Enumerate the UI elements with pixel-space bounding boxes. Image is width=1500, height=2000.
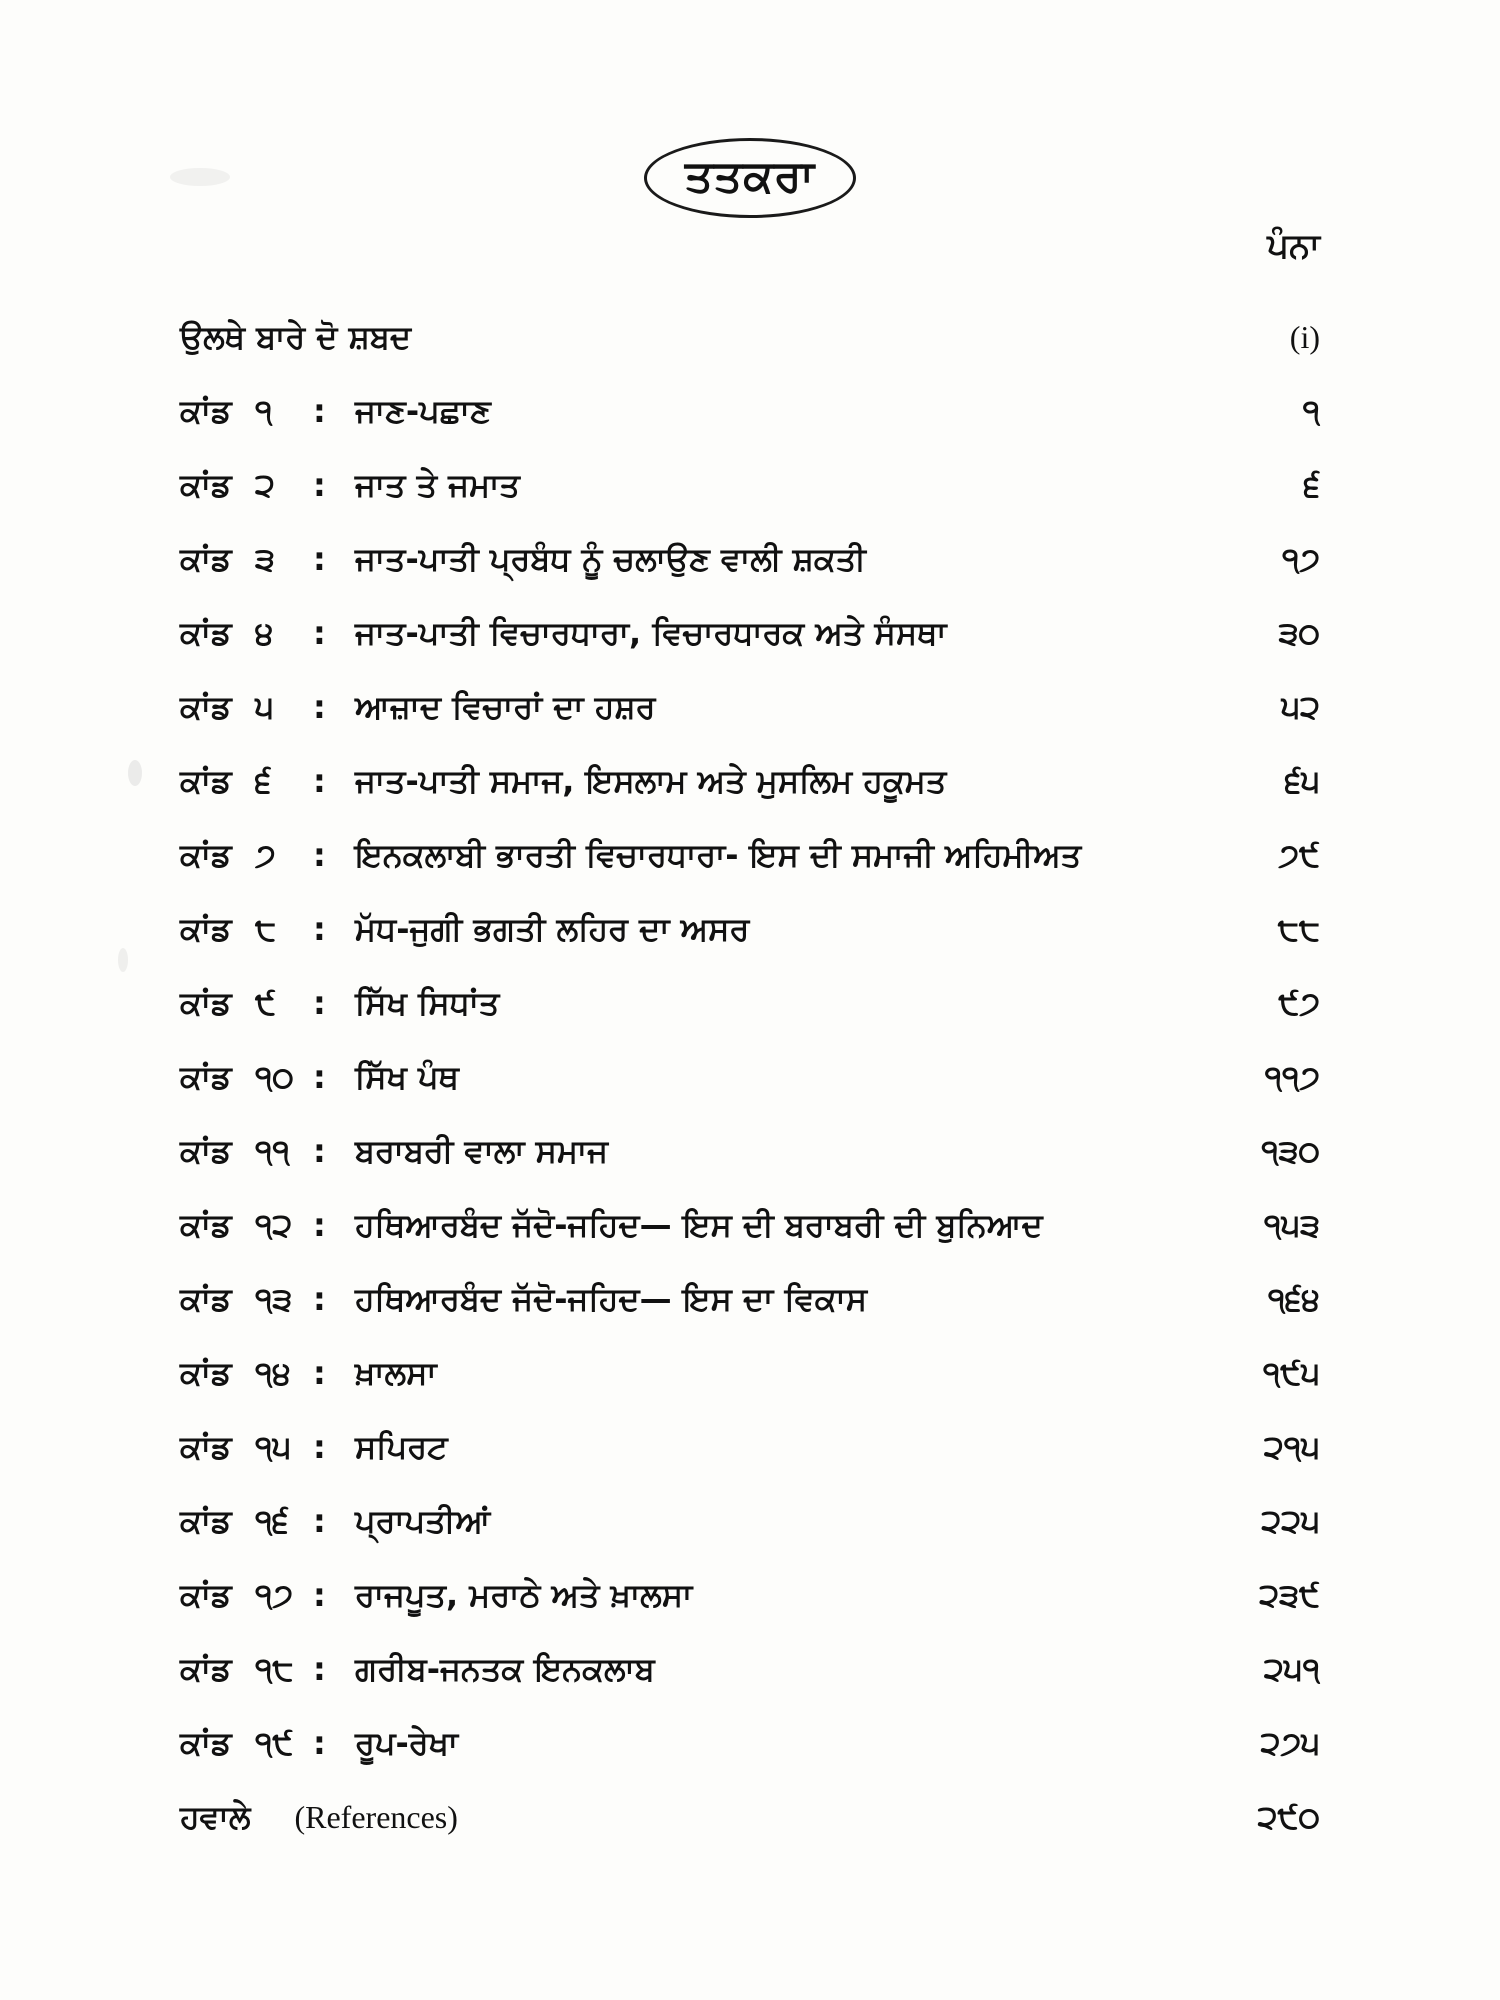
chapter-word: ਕਾਂਡ	[180, 909, 232, 948]
toc-row-chapter	[180, 1410, 1320, 1484]
chapter-page: ੩੦	[1278, 613, 1320, 652]
chapter-number: ੯	[255, 983, 276, 1022]
chapter-word: ਕਾਂਡ	[180, 1649, 232, 1688]
chapter-separator: :	[313, 1502, 326, 1540]
chapter-page: ੧੯੫	[1262, 1353, 1320, 1392]
toc-row-chapter	[180, 670, 1320, 744]
table-of-contents	[180, 300, 1320, 1854]
references-title: ਹਵਾਲੇ	[180, 1797, 251, 1836]
toc-row-chapter	[180, 1558, 1320, 1632]
chapter-number: ੧੭	[255, 1575, 294, 1614]
chapter-separator: :	[313, 1428, 326, 1466]
chapter-title: ਗਰੀਬ-ਜਨਤਕ ਇਨਕਲਾਬ	[355, 1649, 655, 1688]
chapter-title: ਜਾਤ ਤੇ ਜਮਾਤ	[355, 465, 520, 504]
chapter-word: ਕਾਂਡ	[180, 835, 232, 874]
chapter-page: ੧੭	[1281, 539, 1320, 578]
scan-speck	[128, 760, 142, 786]
chapter-word: ਕਾਂਡ	[180, 1205, 232, 1244]
references-title-en: (References)	[294, 1798, 458, 1835]
chapter-title: ਜਾਤ-ਪਾਤੀ ਪ੍ਰਬੰਧ ਨੂੰ ਚਲਾਉਣ ਵਾਲੀ ਸ਼ਕਤੀ	[355, 539, 866, 578]
chapter-number: ੩	[255, 539, 275, 578]
references-page: ੨੯੦	[1257, 1797, 1320, 1836]
toc-row-preface	[180, 300, 1320, 374]
chapter-number: ੨	[255, 465, 275, 504]
chapter-title: ਮੱਧ-ਜੁਗੀ ਭਗਤੀ ਲਹਿਰ ਦਾ ਅਸਰ	[355, 909, 750, 948]
toc-row-references	[180, 1780, 1320, 1854]
preface-page: (i)	[1289, 318, 1320, 355]
preface-title: ਉਲਥੇ ਬਾਰੇ ਦੋ ਸ਼ਬਦ	[180, 317, 412, 356]
toc-row-chapter	[180, 596, 1320, 670]
chapter-number: ੧	[255, 391, 273, 430]
chapter-word: ਕਾਂਡ	[180, 983, 232, 1022]
chapter-number: ੧੫	[255, 1427, 292, 1466]
chapter-number: ੧੪	[255, 1353, 291, 1392]
chapter-page: ੨੨੫	[1261, 1501, 1320, 1540]
chapter-title: ਸਿੱਖ ਪੰਥ	[355, 1057, 459, 1096]
chapter-separator: :	[313, 1724, 326, 1762]
chapter-number: ੧੨	[255, 1205, 293, 1244]
chapter-number: ੧੦	[255, 1057, 294, 1096]
chapter-title: ਖ਼ਾਲਸਾ	[355, 1353, 437, 1392]
toc-row-chapter	[180, 1262, 1320, 1336]
chapter-number: ੧੩	[255, 1279, 293, 1318]
chapter-separator: :	[313, 762, 326, 800]
chapter-separator: :	[313, 466, 326, 504]
chapter-title: ਹਥਿਆਰਬੰਦ ਜੱਦੋ-ਜਹਿਦ— ਇਸ ਦਾ ਵਿਕਾਸ	[355, 1279, 868, 1318]
chapter-page: ੧	[1302, 391, 1320, 430]
toc-row-chapter	[180, 818, 1320, 892]
chapter-word: ਕਾਂਡ	[180, 1723, 232, 1762]
chapter-word: ਕਾਂਡ	[180, 1057, 232, 1096]
toc-row-chapter	[180, 522, 1320, 596]
chapter-page: ੬	[1303, 465, 1320, 504]
chapter-word: ਕਾਂਡ	[180, 687, 232, 726]
chapter-page: ੬੫	[1284, 761, 1320, 800]
chapter-number: ੮	[255, 909, 277, 948]
chapter-page: ੧੩੦	[1261, 1131, 1320, 1170]
chapter-title: ਇਨਕਲਾਬੀ ਭਾਰਤੀ ਵਿਚਾਰਧਾਰਾ- ਇਸ ਦੀ ਸਮਾਜੀ ਅਹਿਮੀਅਤ	[355, 835, 1082, 874]
toc-row-chapter	[180, 1484, 1320, 1558]
chapter-word: ਕਾਂਡ	[180, 391, 232, 430]
page-column-label: ਪੰਨਾ	[1267, 226, 1320, 266]
chapter-word: ਕਾਂਡ	[180, 761, 232, 800]
chapter-title: ਰਾਜਪੂਤ, ਮਰਾਠੇ ਅਤੇ ਖ਼ਾਲਸਾ	[355, 1575, 693, 1614]
scan-speck	[118, 948, 128, 972]
chapter-number: ੪	[255, 613, 274, 652]
toc-row-chapter	[180, 1336, 1320, 1410]
chapter-word: ਕਾਂਡ	[180, 1427, 232, 1466]
chapter-page: ੧੫੩	[1263, 1205, 1320, 1244]
chapter-title: ਜਾਤ-ਪਾਤੀ ਵਿਚਾਰਧਾਰਾ, ਵਿਚਾਰਧਾਰਕ ਅਤੇ ਸੰਸਥਾ	[355, 613, 947, 652]
chapter-word: ਕਾਂਡ	[180, 613, 232, 652]
toc-row-chapter	[180, 744, 1320, 818]
chapter-separator: :	[313, 688, 326, 726]
chapter-separator: :	[313, 984, 326, 1022]
chapter-word: ਕਾਂਡ	[180, 1501, 232, 1540]
toc-row-chapter	[180, 892, 1320, 966]
chapter-page: ੧੧੭	[1264, 1057, 1320, 1096]
chapter-title: ਸਿੱਖ ਸਿਧਾਂਤ	[355, 983, 500, 1022]
chapter-word: ਕਾਂਡ	[180, 465, 232, 504]
chapter-page: ੮੮	[1277, 909, 1320, 948]
chapter-word: ਕਾਂਡ	[180, 1575, 232, 1614]
toc-row-chapter	[180, 966, 1320, 1040]
chapter-separator: :	[313, 540, 326, 578]
chapter-number: ੭	[255, 835, 276, 874]
chapter-number: ੧੬	[255, 1501, 289, 1540]
chapter-separator: :	[313, 1280, 326, 1318]
toc-row-chapter	[180, 1188, 1320, 1262]
chapter-title: ਪ੍ਰਾਪਤੀਆਂ	[355, 1501, 491, 1540]
chapter-separator: :	[313, 1650, 326, 1688]
chapter-number: ੬	[255, 761, 272, 800]
chapter-title: ਰੂਪ-ਰੇਖਾ	[355, 1723, 459, 1762]
toc-row-chapter	[180, 1632, 1320, 1706]
title-container	[0, 138, 1500, 218]
chapter-title: ਆਜ਼ਾਦ ਵਿਚਾਰਾਂ ਦਾ ਹਸ਼ਰ	[355, 687, 656, 726]
chapter-number: ੧੯	[255, 1723, 294, 1762]
chapter-number: ੧੧	[255, 1131, 290, 1170]
toc-row-chapter	[180, 1114, 1320, 1188]
chapter-separator: :	[313, 392, 326, 430]
chapter-separator: :	[313, 1354, 326, 1392]
chapter-number: ੫	[255, 687, 274, 726]
chapter-page: ੧੬੪	[1267, 1279, 1320, 1318]
chapter-separator: :	[313, 1206, 326, 1244]
chapter-separator: :	[313, 1576, 326, 1614]
toc-row-chapter	[180, 1040, 1320, 1114]
chapter-word: ਕਾਂਡ	[180, 539, 232, 578]
chapter-separator: :	[313, 1132, 326, 1170]
chapter-number: ੧੮	[255, 1649, 294, 1688]
chapter-page: ੨੫੧	[1263, 1649, 1320, 1688]
toc-row-chapter	[180, 1706, 1320, 1780]
toc-row-chapter	[180, 374, 1320, 448]
chapter-page: ੫੨	[1281, 687, 1320, 726]
chapter-word: ਕਾਂਡ	[180, 1279, 232, 1318]
toc-title: ਤਤਕਰਾ	[644, 138, 856, 218]
chapter-page: ੨੩੯	[1259, 1575, 1320, 1614]
chapter-word: ਕਾਂਡ	[180, 1353, 232, 1392]
chapter-page: ੨੧੫	[1263, 1427, 1320, 1466]
chapter-title: ਬਰਾਬਰੀ ਵਾਲਾ ਸਮਾਜ	[355, 1131, 609, 1170]
chapter-title: ਹਥਿਆਰਬੰਦ ਜੱਦੋ-ਜਹਿਦ— ਇਸ ਦੀ ਬਰਾਬਰੀ ਦੀ ਬੁਨਿਆਦ	[355, 1205, 1043, 1244]
chapter-word: ਕਾਂਡ	[180, 1131, 232, 1170]
chapter-title: ਜਾਣ-ਪਛਾਣ	[355, 391, 491, 430]
chapter-page: ੨੭੫	[1260, 1723, 1320, 1762]
chapter-page: ੯੭	[1278, 983, 1320, 1022]
chapter-title: ਜਾਤ-ਪਾਤੀ ਸਮਾਜ, ਇਸਲਾਮ ਅਤੇ ਮੁਸਲਿਮ ਹਕੂਮਤ	[355, 761, 947, 800]
chapter-separator: :	[313, 1058, 326, 1096]
chapter-page: ੭੯	[1278, 835, 1320, 874]
chapter-separator: :	[313, 836, 326, 874]
chapter-separator: :	[313, 910, 326, 948]
chapter-separator: :	[313, 614, 326, 652]
chapter-title: ਸਪਿਰਟ	[355, 1427, 448, 1466]
toc-row-chapter	[180, 448, 1320, 522]
